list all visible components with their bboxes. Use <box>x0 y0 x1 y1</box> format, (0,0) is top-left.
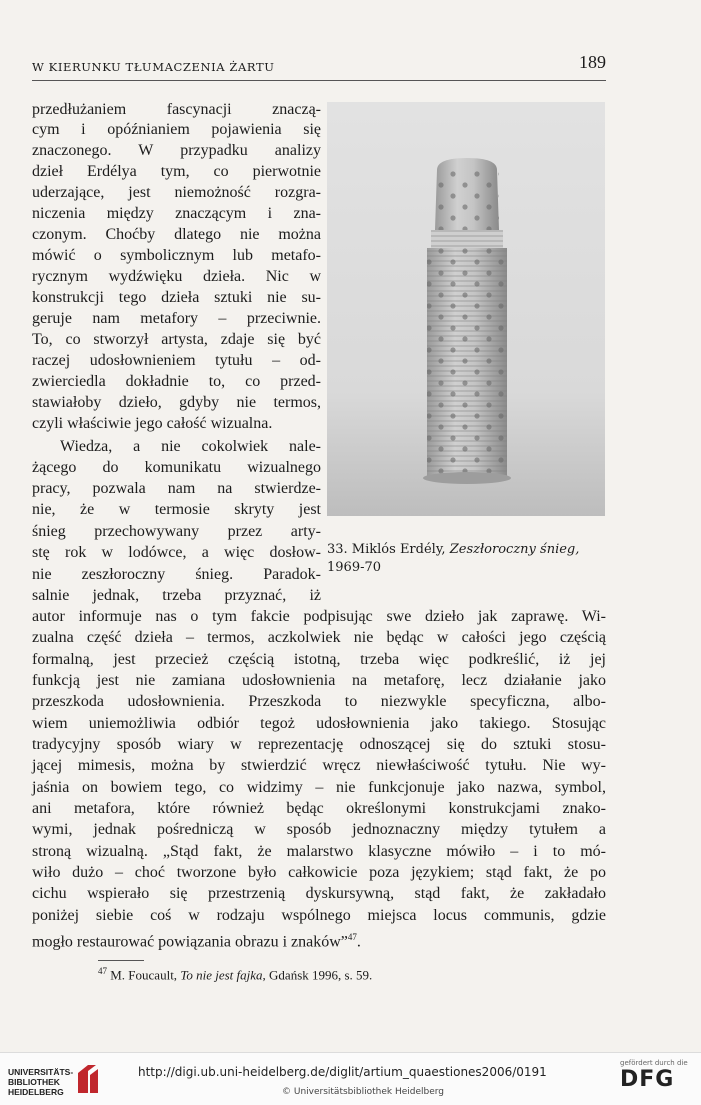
text-line: zualna część dzieła – termos, aczkolwiek nie będąc w całości jego częścią <box>32 629 606 646</box>
text-line: stawiałoby dzieło, gdyby nie termos, <box>32 394 321 411</box>
text-line: salnie jednak, trzeba przyznać, iż <box>32 587 321 604</box>
text-line: przeszkoda udosłownienia. Przeszkoda to niezwykle specyficzna, albo- <box>32 693 606 710</box>
figure-caption <box>327 541 607 559</box>
digitization-footer <box>0 1052 701 1105</box>
caption-date: 1969-70 <box>327 560 382 575</box>
running-header <box>32 52 606 81</box>
text-line-last: mogło restaurować powiązania obrazu i znaków”$^{47}$. <box>32 932 361 951</box>
footnote-rest: Gdańsk 1996, s. 59. <box>269 967 373 983</box>
text-line: tradycyjny sposób wiary w reprezentację odnoszącej się do sztuki stosu- <box>32 736 606 753</box>
text-line: Wiedza, a nie cokolwiek nale- <box>60 438 321 455</box>
dfg-wordmark: DFG <box>620 1067 675 1092</box>
text-line: ani metafora, które również będąc określonymi konstrukcjami znako- <box>32 800 606 817</box>
text-line: nie zeszłoroczny śnieg. Paradok- <box>32 566 321 583</box>
text-line: autor informuje nas o tym fakcie podpisując swe dzieło jak zaprawę. Wi- <box>32 608 606 625</box>
page-number: 189 <box>579 52 606 72</box>
thermos-illustration <box>327 102 605 516</box>
text-line: czyli właściwie jego całość wizualna. <box>32 415 273 432</box>
text-line: stroną wizualną. „Stąd fakt, że malarstwo klasyczne mówiło – i to mó- <box>32 843 606 860</box>
footnote-author: M. Foucault, <box>110 967 178 983</box>
library-name-line: HEIDELBERG <box>8 1087 64 1097</box>
library-name-line: UNIVERSITÄTS- <box>8 1067 74 1077</box>
text-line: jącej mimesis, można by stwierdzić wręcz niewłaściwość tytułu. Nie wy- <box>32 757 606 774</box>
text-line: znaczonego. W przypadku analizy <box>32 142 321 159</box>
library-name-line: BIBLIOTHEK <box>8 1077 60 1087</box>
text-line: uderzające, jest niemożność rozgra- <box>32 184 321 201</box>
footnote-rule <box>98 960 144 961</box>
text-line: wymi, jednak pośredniczą w sposób jednoznaczny między tytułem a <box>32 821 606 838</box>
text-line: konstrukcji tego dzieła sztuki nie su- <box>32 289 321 306</box>
library-emblem-icon <box>74 1063 100 1097</box>
text-line: niczenia między znaczącym i zna- <box>32 205 321 222</box>
footnote <box>98 966 372 983</box>
text-line: wiem uniemożliwia odbiór tegoż udosłownienia jako takiego. Stosując <box>32 715 606 732</box>
text-line: jaśnia on bowiem tego, co widzimy – nie funkcjonuje jako nazwa, symbol, <box>32 779 606 796</box>
text-line: poniżej siebie coś w rodzaju wspólnego miejsca locus communis, gdzie <box>32 907 606 924</box>
library-logo <box>8 1059 100 1099</box>
text-line: śnieg przechowywany przez arty- <box>32 523 321 540</box>
text-line: nie, że w termosie skryty jest <box>32 501 321 518</box>
text-line: mogło restaurować powiązania obrazu i znaków” <box>32 933 348 951</box>
text-line: To, co stworzył artysta, zdaje się być <box>32 331 321 348</box>
text-line: cym i opóźnianiem pojawienia się <box>32 121 321 138</box>
text-line: cichu wspierało się przestrzenią dyskursywną, stąd fakt, że zakładało <box>32 885 606 902</box>
footnote-title: To nie jest fajka, <box>180 967 266 983</box>
text-line: pracy, pozwala nam na stwierdze- <box>32 480 321 497</box>
text-line: wiło dużo – choć tworzone było całkowicie poza językiem; stąd fakt, że po <box>32 864 606 881</box>
caption-number: 33. Miklós Erdély, <box>327 542 446 557</box>
funding-note: gefördert durch die <box>620 1059 688 1067</box>
source-url-link[interactable]: http://digi.ub.uni-heidelberg.de/diglit/artium_quaestiones2006/0191 <box>138 1065 547 1079</box>
copyright-notice: © Universitätsbibliothek Heidelberg <box>282 1087 445 1097</box>
footnote-reference: 47 <box>347 932 357 942</box>
running-title: W KIERUNKU TŁUMACZENIA ŻARTU <box>32 60 275 74</box>
text-line: zwierciedla dokładnie to, co przed- <box>32 373 321 390</box>
text-line: przedłużaniem fascynacji znaczą- <box>32 101 321 118</box>
text-line: raczej udosłownieniem tytułu – od- <box>32 352 321 369</box>
text-line: funkcją jest nie zamiana udosłownienia na metaforę, lecz działanie jako <box>32 672 606 689</box>
dfg-logo <box>620 1059 694 1092</box>
text-line: geruje nam metafory – przeciwnie. <box>32 310 321 327</box>
text-line: czonym. Choćby dlatego nie można <box>32 226 321 243</box>
artwork-photo-thermos <box>327 102 605 516</box>
text-line: mówić o symbolicznym lub metafo- <box>32 247 321 264</box>
text-line: żącego do komunikatu wizualnego <box>32 459 321 476</box>
library-name <box>8 1067 73 1097</box>
caption-title: Zeszłoroczny śnieg, <box>449 542 580 557</box>
text-line: dzieł Erdélya tym, co pierwotnie <box>32 163 321 180</box>
text-line: stę rok w lodówce, a więc dosłow- <box>32 544 321 561</box>
footnote-number: 47 <box>98 966 107 976</box>
text-line: rycznym wydźwięku dzieła. Nic w <box>32 268 321 285</box>
text-line: formalną, jest przecież częścią istotną, trzeba więc podkreślić, iż jej <box>32 651 606 668</box>
